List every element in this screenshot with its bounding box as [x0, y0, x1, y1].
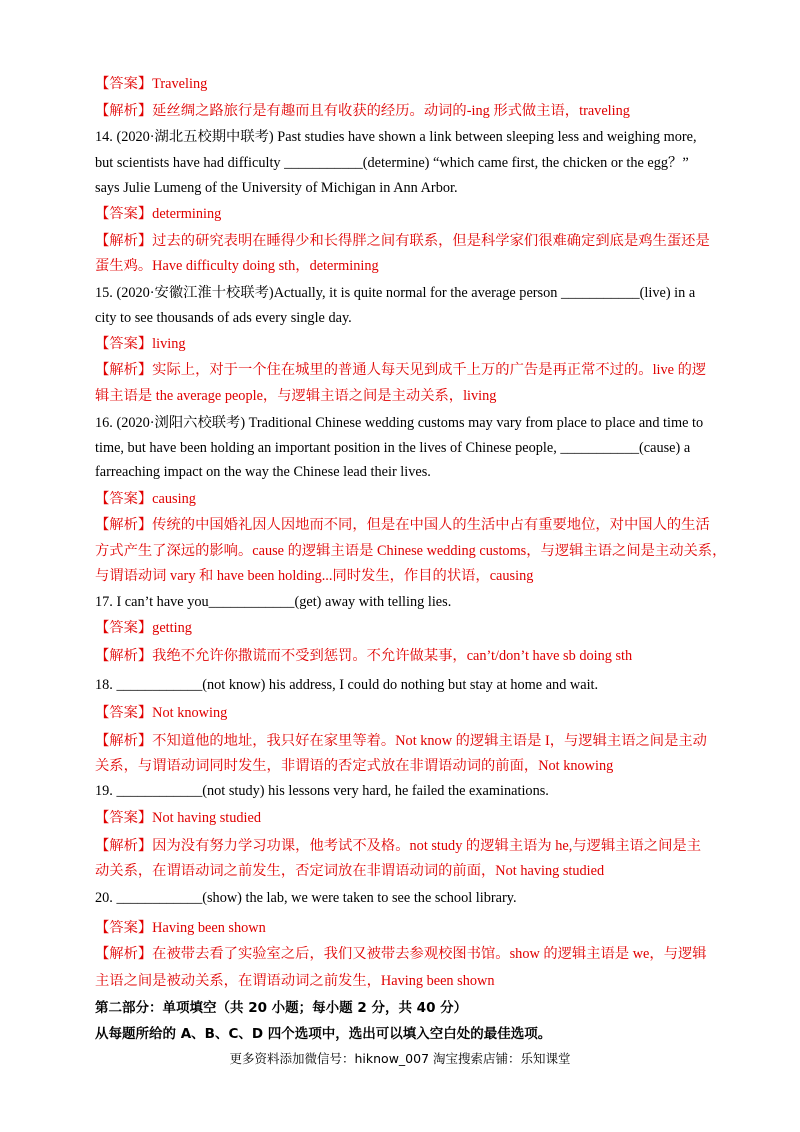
- question-line: 16. (2020·浏阳六校联考) Traditional Chinese wedding customs may vary from place to place and time to: [95, 415, 704, 431]
- answer-line: 【答案】Having been shown: [95, 920, 266, 936]
- explanation-line: 【解析】过去的研究表明在睡得少和长得胖之间有联系，但是科学家们很难确定到底是鸡生蛋还是: [95, 233, 710, 249]
- question-line: but scientists have had difficulty ___________(determine) “which came first, the chicken or the egg？”: [95, 155, 689, 171]
- page-footer: 更多资料添加微信号：hiknow_007 淘宝搜索店铺：乐知课堂: [229, 1051, 571, 1066]
- answer-line: 【答案】Traveling: [95, 76, 208, 92]
- question-line: time, but have been holding an important position in the lives of Chinese people, ___________(cause) a: [95, 440, 691, 456]
- explanation-line: 与谓语动词 vary 和 have been holding...同时发生，作目的状语，causing: [95, 568, 534, 584]
- question-line: 17. I can’t have you____________(get) away with telling lies.: [95, 594, 452, 610]
- section-heading: 第二部分：单项填空（共 20 小题；每小题 2 分，共 40 分）: [95, 1000, 468, 1016]
- question-line: 15. (2020·安徽江淮十校联考)Actually, it is quite normal for the average person ___________(live) in a: [95, 285, 696, 301]
- question-line: 20. ____________(show) the lab, we were taken to see the school library.: [95, 890, 517, 906]
- explanation-line: 【解析】延丝绸之路旅行是有趣而且有收获的经历。动词的-ing 形式做主语，traveling: [95, 103, 630, 119]
- answer-line: 【答案】causing: [95, 491, 196, 507]
- explanation-line: 【解析】在被带去看了实验室之后，我们又被带去参观校图书馆。show 的逻辑主语是 we，与逻辑: [95, 946, 707, 962]
- explanation-line: 辑主语是 the average people，与逻辑主语之间是主动关系，living: [95, 388, 497, 404]
- explanation-line: 方式产生了深远的影响。cause 的逻辑主语是 Chinese wedding customs，与逻辑主语之间是主动关系，: [95, 543, 727, 559]
- explanation-line: 【解析】我绝不允许你撒谎而不受到惩罚。不允许做某事，can’t/don’t have sb doing sth: [95, 648, 633, 664]
- answer-line: 【答案】Not knowing: [95, 705, 228, 721]
- question-line: 19. ____________(not study) his lessons very hard, he failed the examinations.: [95, 783, 549, 799]
- explanation-line: 关系，与谓语动词同时发生，非谓语的否定式放在非谓语动词的前面，Not knowing: [95, 758, 614, 774]
- question-line: says Julie Lumeng of the University of Michigan in Ann Arbor.: [95, 180, 458, 196]
- explanation-line: 动关系，在谓语动词之前发生，否定词放在非谓语动词的前面，Not having studied: [95, 863, 605, 879]
- explanation-line: 主语之间是被动关系，在谓语动词之前发生，Having been shown: [95, 973, 495, 989]
- explanation-line: 【解析】因为没有努力学习功课，他考试不及格。not study 的逻辑主语为 he,与逻辑主语之间是主: [95, 838, 702, 854]
- explanation-line: 【解析】传统的中国婚礼因人因地而不同，但是在中国人的生活中占有重要地位，对中国人的生活: [95, 517, 710, 533]
- answer-line: 【答案】living: [95, 336, 186, 352]
- explanation-line: 【解析】不知道他的地址，我只好在家里等着。Not know 的逻辑主语是 I，与逻辑主语之间是主动: [95, 733, 707, 749]
- answer-line: 【答案】Not having studied: [95, 810, 261, 826]
- question-line: city to see thousands of ads every single day.: [95, 310, 352, 326]
- question-line: 18. ____________(not know) his address, I could do nothing but stay at home and wait.: [95, 677, 599, 693]
- answer-line: 【答案】determining: [95, 206, 222, 222]
- explanation-line: 【解析】实际上，对于一个住在城里的普通人每天见到成千上万的广告是再正常不过的。live 的逻: [95, 362, 707, 378]
- question-line: 14. (2020·湖北五校期中联考) Past studies have shown a link between sleeping less and weighing more,: [95, 129, 697, 145]
- explanation-line: 蛋生鸡。Have difficulty doing sth，determining: [95, 258, 379, 274]
- section-instruction: 从每题所给的 A、B、C、D 四个选项中，选出可以填入空白处的最佳选项。: [95, 1026, 552, 1042]
- answer-line: 【答案】getting: [95, 620, 192, 636]
- question-line: farreaching impact on the way the Chinese lead their lives.: [95, 464, 431, 480]
